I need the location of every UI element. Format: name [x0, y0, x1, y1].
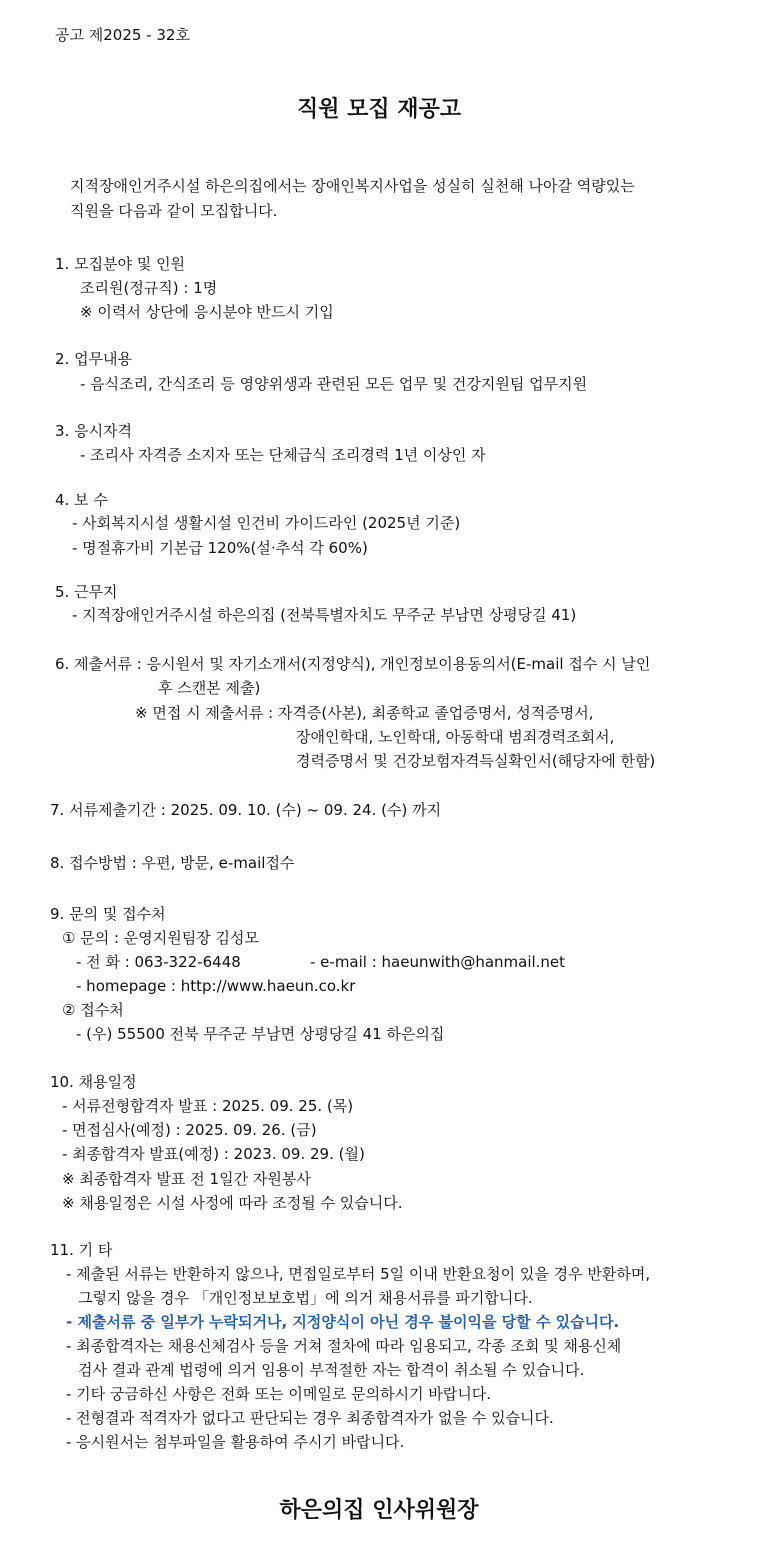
- section-10-heading: 10. 채용일정: [50, 1073, 137, 1091]
- section-4-line-1: - 사회복지시설 생활시설 인건비 가이드라인 (2025년 기준): [72, 514, 461, 532]
- etc-line-3-highlight: - 제출서류 중 일부가 누락되거나, 지정양식이 아닌 경우 불이익을 당할 수 있습니다.: [66, 1313, 620, 1331]
- section-4-heading: 4. 보 수: [55, 491, 108, 509]
- schedule-line-1: - 서류전형합격자 발표 : 2025. 09. 25. (목): [62, 1097, 354, 1115]
- section-8-line: 8. 접수방법 : 우편, 방문, e-mail접수: [50, 854, 295, 872]
- reception-label: ② 접수처: [62, 1001, 124, 1019]
- etc-line-6: - 기타 궁금하신 사항은 전화 또는 이메일로 문의하시기 바랍니다.: [66, 1385, 492, 1403]
- schedule-note-2: ※ 채용일정은 시설 사정에 따라 조정될 수 있습니다.: [62, 1194, 403, 1212]
- section-11-heading: 11. 기 타: [50, 1241, 113, 1259]
- section-4-line-2: - 명절휴가비 기본급 120%(설·추석 각 60%): [72, 539, 368, 557]
- section-6-line-5: 경력증명서 및 건강보험자격득실확인서(해당자에 한함): [296, 752, 656, 770]
- contact-phone: - 전 화 : 063-322-6448: [76, 953, 241, 971]
- section-6-line-1: 6. 제출서류 : 응시원서 및 자기소개서(지정양식), 개인정보이용동의서(E-mail 접수 시 날인: [55, 655, 651, 673]
- section-9-heading: 9. 문의 및 접수처: [50, 905, 166, 923]
- etc-line-7: - 전형결과 적격자가 없다고 판단되는 경우 최종합격자가 없을 수 있습니다.: [66, 1409, 554, 1427]
- section-6-line-3: ※ 면접 시 제출서류 : 자격증(사본), 최종학교 졸업증명서, 성적증명서,: [135, 704, 594, 722]
- section-1-note: ※ 이력서 상단에 응시분야 반드시 기입: [80, 303, 334, 321]
- section-5-heading: 5. 근무지: [55, 583, 118, 601]
- page-title: 직원 모집 재공고: [296, 97, 462, 122]
- etc-line-5: 검사 결과 관계 법령에 의거 임용이 부적절한 자는 합격이 취소될 수 있습니다.: [78, 1361, 585, 1379]
- section-1-heading: 1. 모집분야 및 인원: [55, 255, 186, 273]
- section-2-line: - 음식조리, 간식조리 등 영양위생과 관련된 모든 업무 및 건강지원팀 업무지원: [80, 375, 588, 393]
- section-6-line-4: 장애인학대, 노인학대, 아동학대 범죄경력조회서,: [296, 728, 615, 746]
- section-6-line-2: 후 스캔본 제출): [158, 679, 261, 697]
- etc-line-4: - 최종합격자는 채용신체검사 등을 거쳐 절차에 따라 임용되고, 각종 조회 및 채용신체: [66, 1337, 622, 1355]
- schedule-line-2: - 면접심사(예정) : 2025. 09. 26. (금): [62, 1121, 317, 1139]
- etc-line-1: - 제출된 서류는 반환하지 않으나, 면접일로부터 5일 이내 반환요청이 있을 경우 반환하며,: [66, 1265, 651, 1283]
- intro-line-1: 지적장애인거주시설 하은의집에서는 장애인복지사업을 성실히 실천해 나아갈 역량있는: [70, 177, 635, 195]
- etc-line-8: - 응시원서는 첨부파일을 활용하여 주시기 바랍니다.: [66, 1433, 405, 1451]
- schedule-note-1: ※ 최종합격자 발표 전 1일간 자원봉사: [62, 1170, 311, 1188]
- contact-label: ① 문의 : 운영지원팀장 김성모: [62, 929, 259, 947]
- signature: 하은의집 인사위원장: [279, 1498, 479, 1523]
- section-5-line: - 지적장애인거주시설 하은의집 (전북특별자치도 무주군 부남면 상평당길 41): [72, 606, 577, 624]
- section-2-heading: 2. 업무내용: [55, 350, 133, 368]
- reception-address: - (우) 55500 전북 무주군 부남면 상평당길 41 하은의집: [76, 1025, 445, 1043]
- schedule-line-3: - 최종합격자 발표(예정) : 2023. 09. 29. (월): [62, 1145, 365, 1163]
- notice-number: 공고 제2025 - 32호: [55, 26, 190, 44]
- etc-line-2: 그렇지 않을 경우 「개인정보보호법」에 의거 채용서류를 파기합니다.: [78, 1289, 533, 1307]
- section-3-heading: 3. 응시자격: [55, 422, 133, 440]
- contact-email: - e-mail : haeunwith@hanmail.net: [310, 953, 566, 971]
- section-7-line: 7. 서류제출기간 : 2025. 09. 10. (수) ~ 09. 24. (수) 까지: [50, 801, 442, 819]
- section-1-line: 조리원(정규직) : 1명: [80, 279, 218, 297]
- contact-homepage: - homepage : http://www.haeun.co.kr: [76, 977, 356, 995]
- section-3-line: - 조리사 자격증 소지자 또는 단체급식 조리경력 1년 이상인 자: [80, 446, 486, 464]
- intro-line-2: 직원을 다음과 같이 모집합니다.: [70, 202, 278, 220]
